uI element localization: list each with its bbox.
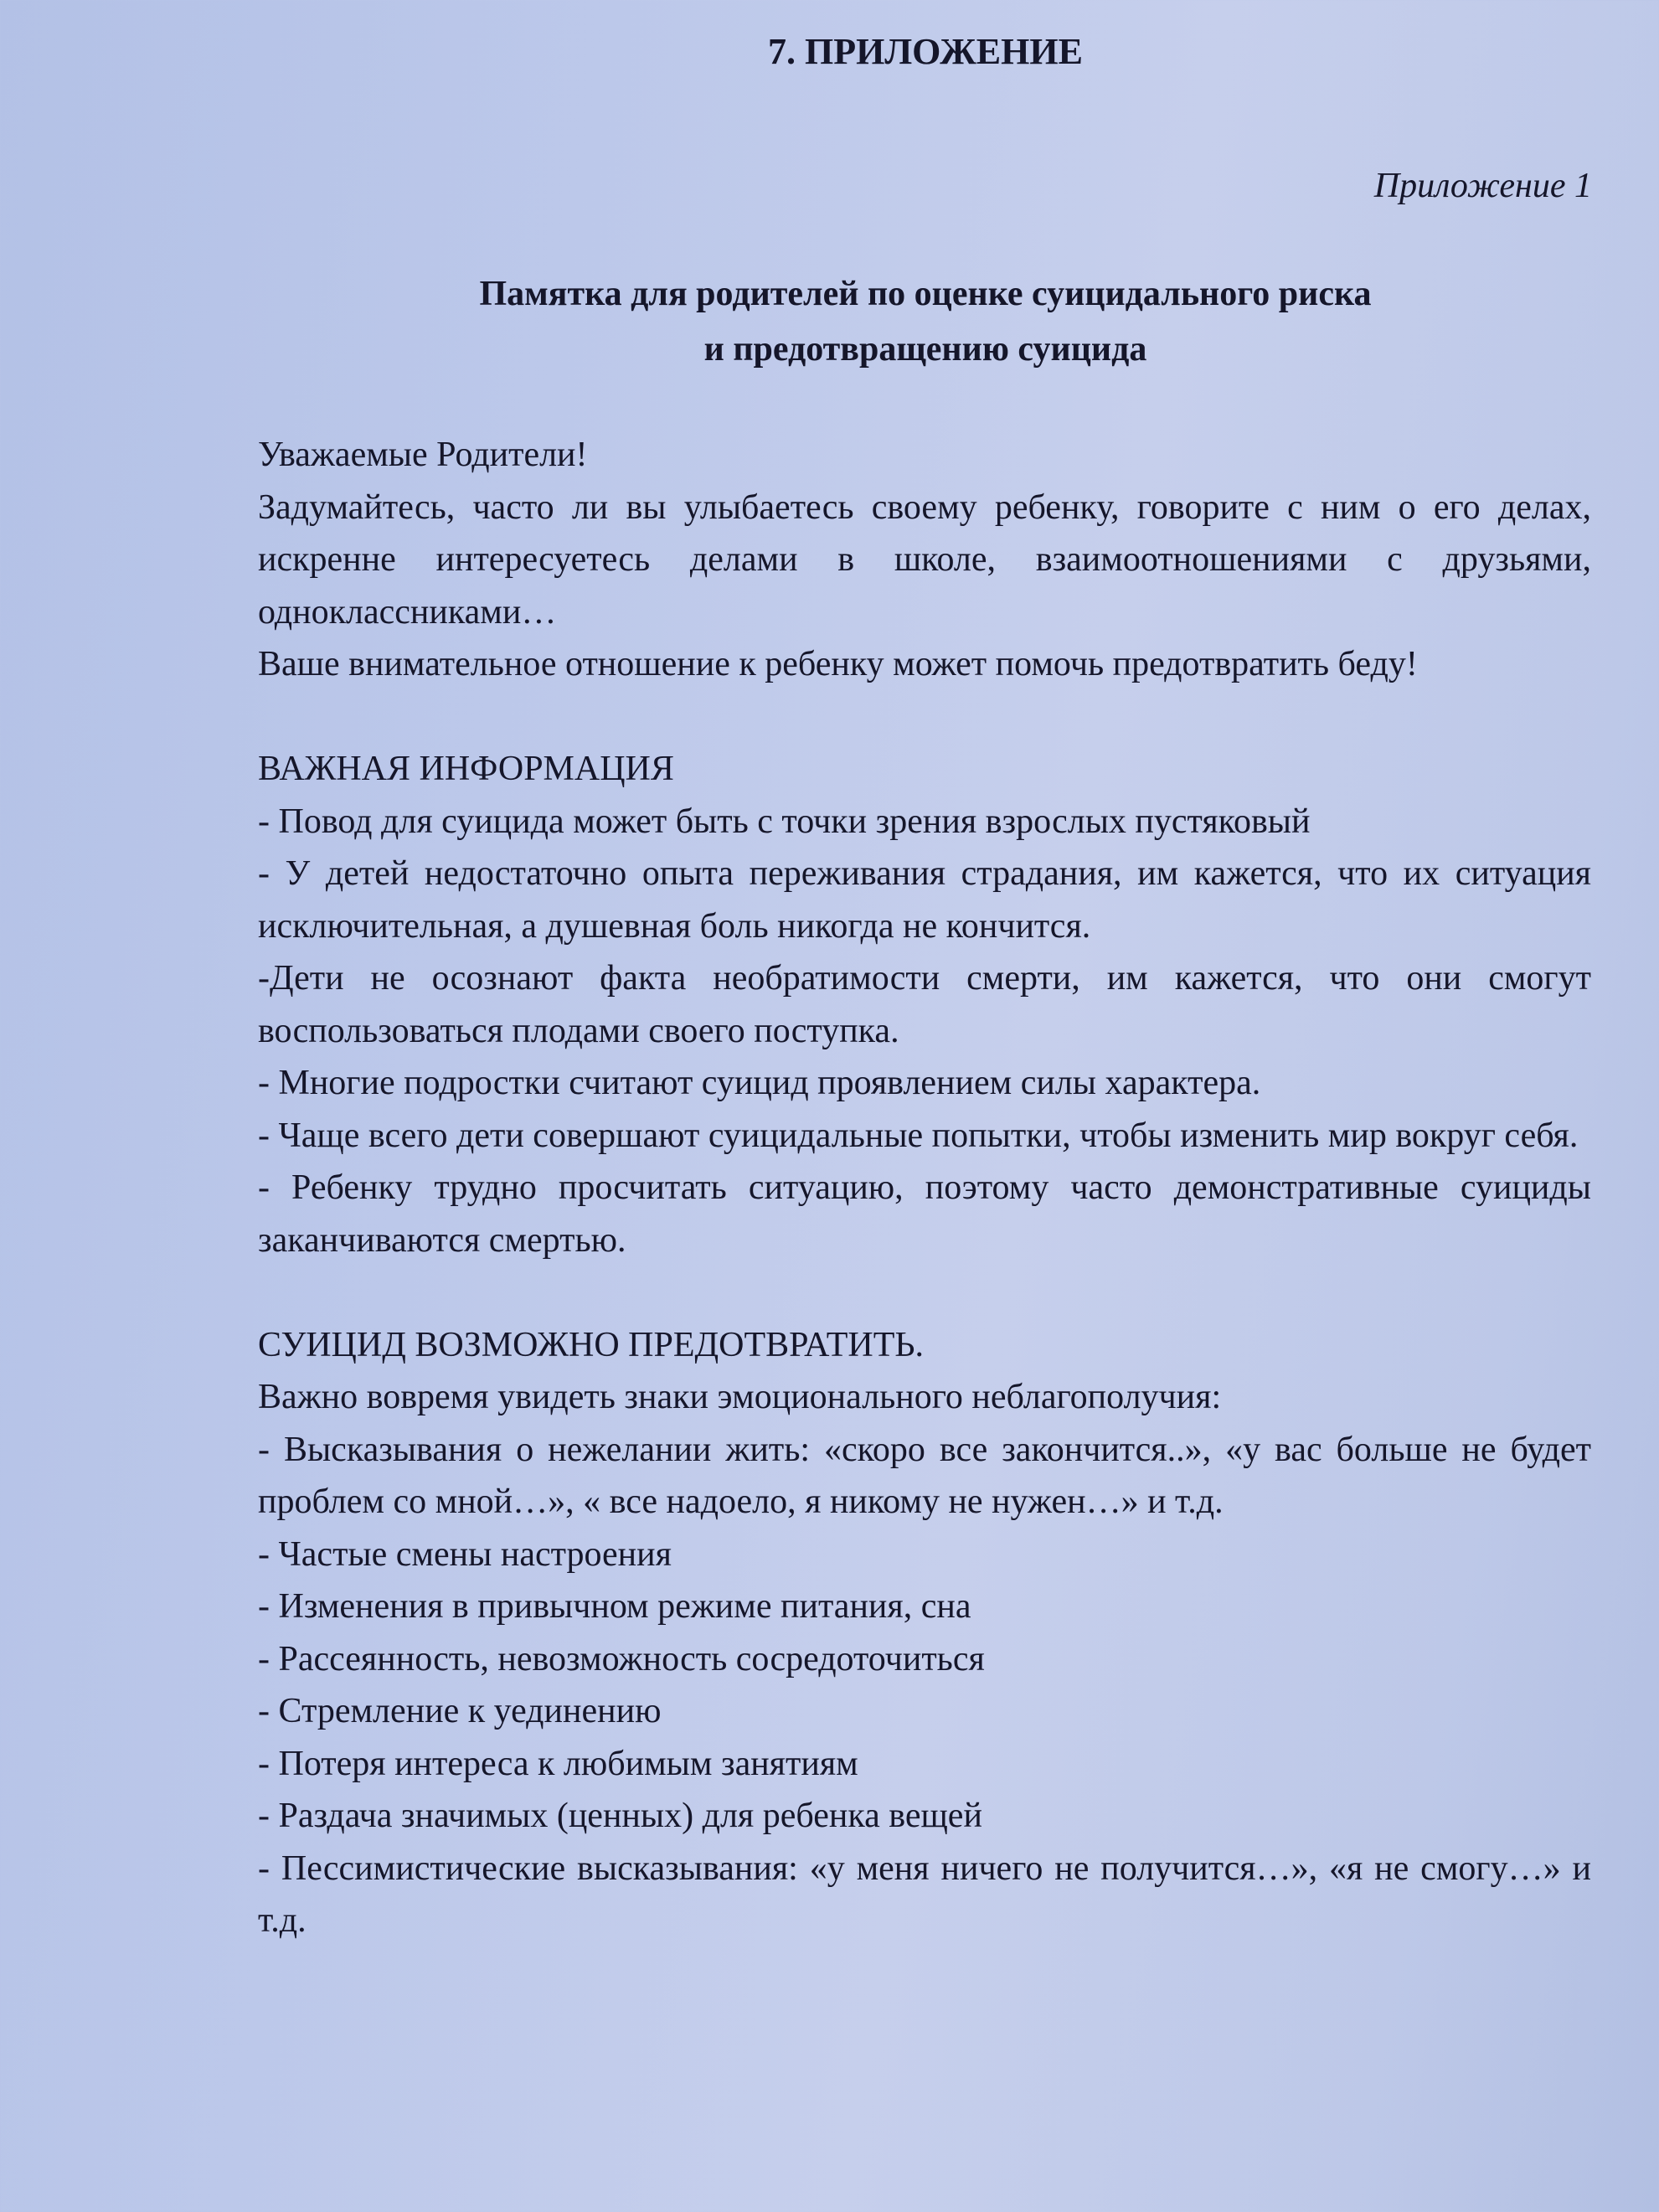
intro-paragraph-1: Задумайтесь, часто ли вы улыбаетесь своему ребенку, говорите с ним о его делах, искренне интересуетесь делами в школе, взаимоотношениями с друзьями, одноклассниками… xyxy=(258,487,1591,632)
list-item: - Рассеянность, невозможность сосредоточиться xyxy=(258,1639,985,1678)
list-item: - Изменения в привычном режиме питания, сна xyxy=(258,1587,971,1626)
list-item: -Дети не осознают факта необратимости смерти, им кажется, что они смогут воспользоваться плодами своего поступка. xyxy=(258,959,1591,1050)
list-item: - Ребенку трудно просчитать ситуацию, поэтому часто демонстративные суициды заканчиваются смертью. xyxy=(258,1168,1591,1260)
list-item: - Высказывания о нежелании жить: «скоро все закончится..», «у вас больше не будет проблем со мной…», « все надоело, я никому не нужен…» и т.д. xyxy=(258,1430,1591,1521)
spacer xyxy=(258,1266,1591,1319)
greeting: Уважаемые Родители! xyxy=(258,436,588,474)
document-title-line-2: и предотвращению суицида xyxy=(703,330,1147,369)
section-heading: ВАЖНАЯ ИНФОРМАЦИЯ xyxy=(258,750,674,788)
list-item: - Стремление к уединению xyxy=(258,1692,662,1730)
list-item: - Потеря интереса к любимым занятиям xyxy=(258,1744,858,1783)
document-body xyxy=(258,429,1591,1947)
intro-paragraph-2: Ваше внимательное отношение к ребенку может помочь предотвратить беду! xyxy=(258,645,1418,683)
list-item: - Раздача значимых (ценных) для ребенка вещей xyxy=(258,1797,982,1835)
list-item: - У детей недостаточно опыта переживания страдания, им кажется, что их ситуация исключительная, а душевная боль никогда не кончится. xyxy=(258,854,1591,946)
document-title-line-1: Памятка для родителей по оценке суицидального риска xyxy=(479,275,1372,313)
list-item: - Частые смены настроения xyxy=(258,1534,672,1574)
section-important-info xyxy=(258,743,1591,1266)
list-item: - Повод для суицида может быть с точки зрения взрослых пустяковый xyxy=(258,802,1311,841)
list-item: - Многие подростки считают суицид проявлением силы характера. xyxy=(258,1064,1261,1102)
list-item: - Пессимистические высказывания: «у меня ничего не получится…», «я не смогу…» и т.д. xyxy=(258,1848,1591,1940)
list-item: - Чаще всего дети совершают суицидальные попытки, чтобы изменить мир вокруг себя. xyxy=(258,1116,1579,1155)
section-lead: Важно вовремя увидеть знаки эмоционального неблагополучия: xyxy=(258,1378,1222,1416)
appendix-label: Приложение 1 xyxy=(1373,167,1592,205)
document-title xyxy=(0,266,1659,377)
spacer xyxy=(258,691,1591,744)
section-heading: СУИЦИД ВОЗМОЖНО ПРЕДОТВРАТИТЬ. xyxy=(258,1325,925,1364)
section-prevention xyxy=(258,1319,1591,1947)
section-title: 7. ПРИЛОЖЕНИЕ xyxy=(768,31,1083,72)
